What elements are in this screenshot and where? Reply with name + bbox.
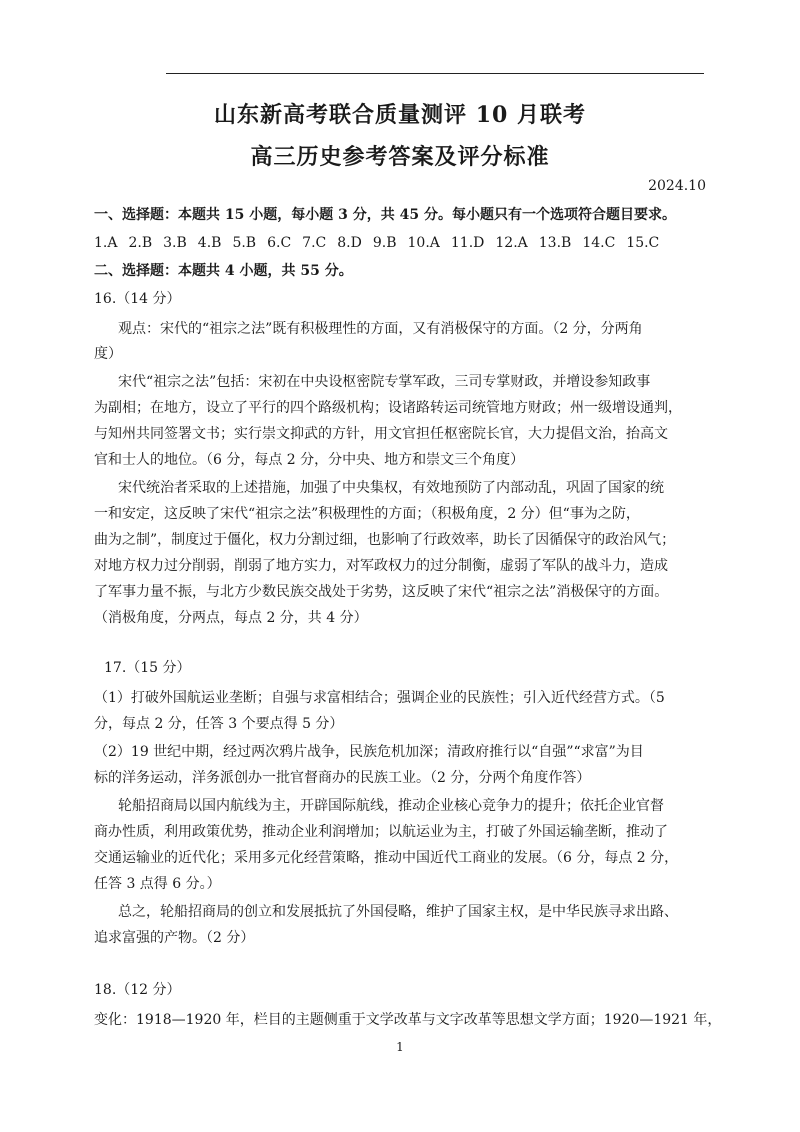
q16-line: 宋代“祖宗之法”包括：宋初在中央设枢密院专掌军政，三司专掌财政，并增设参知政事	[118, 374, 651, 390]
answer-item: 12.A	[495, 235, 528, 251]
answer-list	[94, 234, 714, 252]
section2-heading: 二、选择题：本题共 4 小题，共 55 分。	[94, 263, 353, 279]
answer-item: 15.C	[626, 235, 660, 251]
answer-item: 9.B	[372, 235, 397, 251]
answer-item: 7.C	[302, 235, 327, 251]
q17-line: 任答 3 点得 6 分。）	[94, 876, 221, 892]
question-16-number: 16.（14 分）	[94, 291, 181, 307]
document-subtitle: 高三历史参考答案及评分标准	[250, 144, 550, 170]
document-title: 山东新高考联合质量测评 10 月联考	[214, 102, 586, 128]
q17-line: 轮船招商局以国内航线为主，开辟国际航线，推动企业核心竞争力的提升；依托企业官督	[118, 798, 664, 814]
q17-line: 追求富强的产物。（2 分）	[94, 930, 255, 946]
question-17-number: 17.（15 分）	[104, 660, 191, 676]
header-rule	[166, 73, 704, 74]
q17-line: 交通运输业的近代化；采用多元化经营策略，推动中国近代工商业的发展。（6 分，每点 2 分，	[94, 850, 679, 866]
answer-item: 10.A	[407, 235, 440, 251]
q17-line: 总之，轮船招商局的创立和发展抵抗了外国侵略，维护了国家主权，是中华民族寻求出路、	[118, 904, 678, 920]
question-18-number: 18.（12 分）	[94, 982, 181, 998]
q16-line: 曲为之制”，制度过于僵化，权力分割过细，也影响了行政效率，助长了因循保守的政治风气；	[94, 532, 676, 548]
answer-item: 4.B	[197, 235, 222, 251]
q16-line: 一和安定，这反映了宋代“祖宗之法”积极理性的方面；（积极角度，2 分）但“事为之防，	[94, 506, 640, 522]
document-date: 2024.10	[648, 178, 706, 194]
answer-item: 14.C	[582, 235, 616, 251]
q16-line: 官和士人的地位。（6 分，每点 2 分，分中央、地方和崇文三个角度）	[94, 452, 525, 468]
q16-line: 度）	[94, 346, 122, 362]
q17-line: 分，每点 2 分，任答 3 个要点得 5 分）	[94, 716, 344, 732]
q16-line: 为副相；在地方，设立了平行的四个路级机构；设诸路转运司统管地方财政；州一级增设通判，	[94, 400, 682, 416]
q16-line: 宋代统治者采取的上述措施，加强了中央集权，有效地预防了内部动乱，巩固了国家的统	[118, 480, 664, 496]
answer-item: 2.B	[128, 235, 153, 251]
q17-line: 商办性质，利用政策优势，推动企业利润增加；以航运业为主，打破了外国运输垄断，推动了	[94, 824, 668, 840]
page-number: 1	[396, 1040, 404, 1054]
section1-heading: 一、选择题：本题共 15 小题，每小题 3 分，共 45 分。每小题只有一个选项符合题目要求。	[94, 207, 676, 223]
answer-item: 11.D	[450, 235, 485, 251]
q16-line: 对地方权力过分削弱，削弱了地方实力，对军政权力的过分制衡，虚弱了军队的战斗力，造成	[94, 558, 668, 574]
answer-item: 13.B	[538, 235, 572, 251]
q16-line: 观点：宋代的“祖宗之法”既有积极理性的方面，又有消极保守的方面。（2 分，分两角	[118, 321, 643, 337]
q16-line: 与知州共同签署文书；实行崇文抑武的方针，用文官担任枢密院长官，大力提倡文治，抬高文	[94, 426, 668, 442]
q17-line: 标的洋务运动，洋务派创办一批官督商办的民族工业。（2 分，分两个角度作答）	[94, 770, 591, 786]
answer-item: 3.B	[163, 235, 187, 251]
q17-line: （2）19 世纪中期，经过两次鸦片战争，民族危机加深；清政府推行以“自强”“求富”为目	[94, 744, 644, 760]
answer-item: 1.A	[94, 235, 118, 251]
q17-line: （1）打破外国航运业垄断；自强与求富相结合；强调企业的民族性；引入近代经营方式。（5	[94, 690, 665, 706]
answer-item: 8.D	[337, 235, 362, 251]
q18-line: 变化：1918—1920 年，栏目的主题侧重于文学改革与文字改革等思想文学方面；1920—1921 年，	[94, 1012, 722, 1028]
answer-item: 6.C	[267, 235, 292, 251]
q16-line: 了军事力量不振，与北方少数民族交战处于劣势，这反映了宋代“祖宗之法”消极保守的方面。	[94, 584, 669, 600]
answer-item: 5.B	[232, 235, 257, 251]
q16-line: （消极角度，分两点，每点 2 分，共 4 分）	[94, 610, 368, 626]
